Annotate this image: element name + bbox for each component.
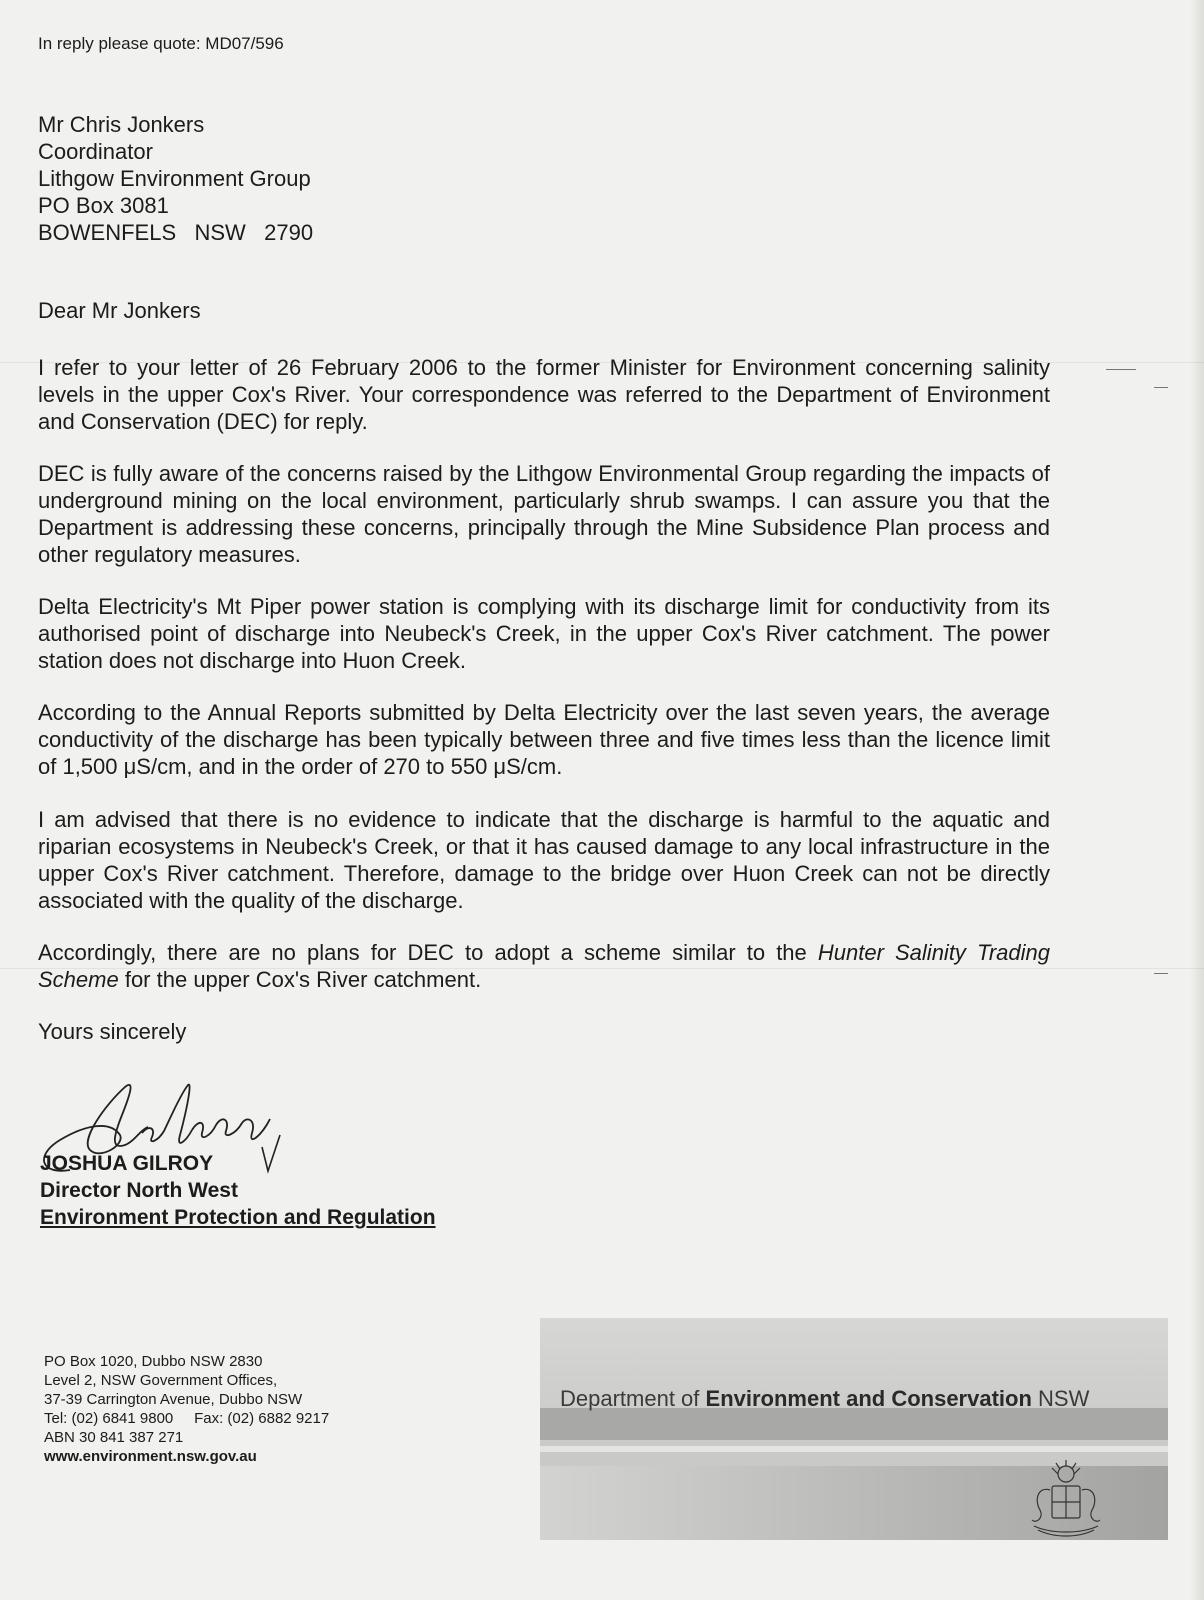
- addressee-line: Lithgow Environment Group: [38, 166, 311, 191]
- fold-mark: [1154, 973, 1168, 974]
- addressee-block: [38, 111, 313, 246]
- addressee-line: PO Box 3081: [38, 193, 169, 218]
- website-link[interactable]: www.environment.nsw.gov.au: [44, 1448, 257, 1465]
- contact-line: Level 2, NSW Government Offices,: [44, 1372, 278, 1389]
- addressee-line: BOWENFELS NSW 2790: [38, 220, 314, 245]
- signatory-name: JOSHUA GILROY: [40, 1152, 214, 1175]
- reference-line: In reply please quote: MD07/596: [38, 34, 284, 53]
- addressee-line: Mr Chris Jonkers: [38, 112, 205, 137]
- contact-line: ABN 30 841 387 271: [44, 1429, 184, 1446]
- final-text-start: Accordingly, there are no plans for DEC to adopt a scheme similar to the: [38, 940, 818, 965]
- fold-mark: [1106, 369, 1136, 370]
- footer-stripe: [540, 1446, 1168, 1452]
- body-paragraph: According to the Annual Reports submitted by Delta Electricity over the last seven years, the average conductivity of the discharge has been typically between three and five times less than the licence limit of 1,500 μS/cm, and in the order of 270 to 550 μS/cm.: [38, 700, 1050, 779]
- body-paragraph: I am advised that there is no evidence to indicate that the discharge is harmful to the aquatic and riparian ecosystems in Neubeck's Creek, or that it has caused damage to any local infrastructure in the upper Cox's River catchment. Therefore, damage to the bridge over Huon Creek can not be directly associated with the quality of the discharge.: [38, 807, 1050, 913]
- paper-edge-shadow: [1190, 0, 1204, 1600]
- department-suffix: NSW: [1031, 1386, 1090, 1411]
- department-name: [560, 1386, 1089, 1412]
- contact-line: PO Box 1020, Dubbo NSW 2830: [44, 1353, 263, 1370]
- body-paragraph: I refer to your letter of 26 February 2006 to the former Minister for Environment concerning salinity levels in the upper Cox's River. Your correspondence was referred to the Department of Environment and Conservation (DEC) for reply.: [38, 355, 1050, 434]
- body-paragraph: DEC is fully aware of the concerns raised by the Lithgow Environmental Group regarding the impacts of underground mining on the local environment, particularly shrub swamps. I can assure you that the Department is addressing these concerns, principally through the Mine Subsidence Plan process and other regulatory measures.: [38, 461, 1050, 567]
- body-paragraph-final: [38, 939, 1050, 993]
- signatory-title: Director North West: [40, 1179, 238, 1202]
- fold-mark: [1154, 387, 1168, 388]
- addressee-line: Coordinator: [38, 139, 153, 164]
- salutation: Dear Mr Jonkers: [38, 298, 201, 323]
- footer-stripe: [540, 1408, 1168, 1440]
- scheme-name: Hunter Salinity Trading Scheme: [38, 940, 1050, 992]
- contact-block: [44, 1352, 329, 1466]
- contact-line: 37-39 Carrington Avenue, Dubbo NSW: [44, 1391, 303, 1408]
- department-prefix: Department of: [560, 1386, 706, 1411]
- contact-line: Tel: (02) 6841 9800 Fax: (02) 6882 9217: [44, 1410, 330, 1427]
- signatory-branch: Environment Protection and Regulation: [40, 1206, 436, 1229]
- department-bold: Environment and Conservation: [705, 1386, 1032, 1411]
- final-text-end: for the upper Cox's River catchment.: [118, 967, 482, 992]
- nsw-coat-of-arms-icon: [1016, 1460, 1116, 1540]
- closing: Yours sincerely: [38, 1019, 187, 1044]
- body-paragraph: Delta Electricity's Mt Piper power station is complying with its discharge limit for conductivity from its authorised point of discharge into Neubeck's Creek, in the upper Cox's River catchment. The power station does not discharge into Huon Creek.: [38, 594, 1050, 673]
